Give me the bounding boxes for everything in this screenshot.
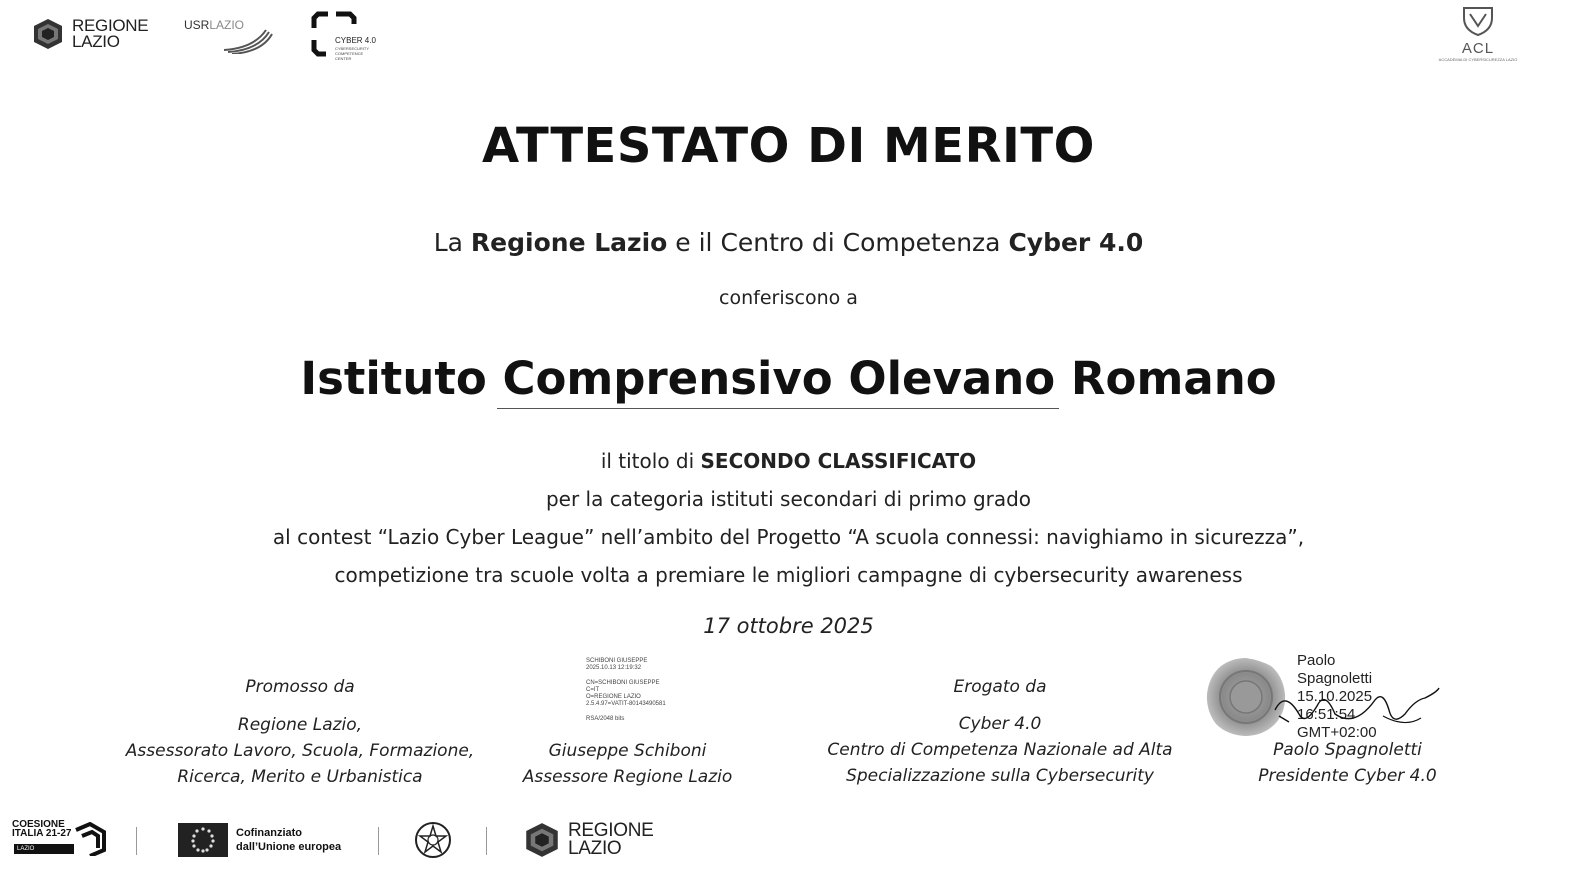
promoted-block [110, 674, 490, 790]
category-line: per la categoria istituti secondari di primo grado [545, 487, 1032, 511]
award-pre: il titolo di [600, 449, 701, 473]
digital-sig-line3: CN=SCHIBONI GIUSEPPE [586, 680, 660, 686]
description-line: competizione tra scuole volta a premiare le migliori campagne di cybersecurity awareness [334, 563, 1243, 587]
signer2-role: Presidente Cyber 4.0 [1258, 766, 1437, 786]
contest-line: al contest “Lazio Cyber League” nell’ambito del Progetto “A scuola connessi: navighiamo in sicurezza”, [272, 525, 1305, 549]
delivered-label: Erogato da [953, 677, 1047, 697]
digital-sig-line5: O=REGIONE LAZIO [586, 694, 641, 700]
usr-logo-text: USR [184, 18, 210, 32]
intro-org1: Regione Lazio [470, 228, 668, 257]
recipient-name: Istituto Comprensivo Olevano Romano [300, 352, 1277, 405]
digital-sig-line2: 2025.10.13 12:19:32 [586, 665, 642, 671]
acl-shield-icon [1461, 6, 1495, 36]
coesione-arrows-icon [74, 822, 110, 856]
acl-logo-sub: ACCADEMIA DI CYBERSICUREZZA LAZIO [1438, 57, 1518, 62]
delivered-line3: Specializzazione sulla Cybersecurity [846, 766, 1154, 786]
eu-cofinanced-logo [178, 822, 358, 858]
intro-pre: La [433, 228, 471, 257]
digital-sig-line4: C=IT [586, 687, 600, 693]
regione-footer-line2: LAZIO [568, 838, 622, 859]
regione-lazio-emblem-icon [524, 822, 560, 858]
intro-org2: Cyber 4.0 [1008, 228, 1144, 257]
digital-sig-line6: 2.5.4.97=VATIT-80143490581 [586, 701, 666, 707]
regione-lazio-logo [32, 16, 162, 52]
digital-sig-line7: RSA/2048 bits [586, 716, 625, 722]
cyber-logo-title: CYBER 4.0 [335, 36, 376, 45]
coesione-tag: LAZIO [14, 844, 74, 854]
stamp-line3: 15.10.2025 [1297, 688, 1373, 705]
promoted-label: Promosso da [245, 677, 355, 697]
intro-line [0, 228, 1577, 257]
usr-lazio-logo [184, 18, 274, 58]
signer1-block [500, 738, 755, 790]
signer2-block [1240, 737, 1455, 789]
usr-logo-suffix: LAZIO [209, 18, 245, 32]
usr-swoosh-icon [184, 24, 274, 54]
regione-lazio-footer-logo [524, 820, 664, 860]
acl-logo [1428, 6, 1528, 68]
eu-flag-icon [178, 823, 228, 857]
digital-sig-line1: SCHIBONI GIUSEPPE [586, 658, 648, 664]
footer-divider [378, 827, 379, 855]
stamp-line5: GMT+02:00 [1297, 724, 1377, 741]
stamp-line2: Spagnoletti [1297, 670, 1373, 687]
stamp-line1: Paolo [1297, 652, 1336, 669]
delivered-line1: Cyber 4.0 [958, 714, 1042, 734]
certificate-date: 17 ottobre 2025 [703, 614, 874, 638]
signer1-name: Giuseppe Schiboni [548, 741, 707, 761]
acl-logo-text: ACL [1461, 40, 1495, 57]
footer-divider [136, 827, 137, 855]
award-line [0, 449, 1577, 473]
confer-text: conferiscono a [719, 287, 858, 309]
delivered-block [800, 674, 1200, 789]
promoted-line1: Regione Lazio, [237, 715, 363, 735]
coesione-italia-logo [12, 820, 107, 860]
award-title: SECONDO CLASSIFICATO [700, 449, 977, 473]
regione-logo-line2: LAZIO [72, 32, 120, 51]
signer2-name: Paolo Spagnoletti [1273, 740, 1422, 760]
cyber40-logo [310, 10, 390, 68]
intro-mid: e il Centro di Competenza [667, 228, 1009, 257]
eu-line2: dall’Unione europea [236, 841, 342, 853]
coesione-line2: ITALIA 21-27 [12, 828, 72, 839]
coesione-line1: COESIONE [12, 819, 65, 830]
eu-line1: Cofinanziato [236, 827, 302, 839]
digital-signature-schiboni [586, 658, 666, 730]
footer-divider [486, 827, 487, 855]
regione-footer-line1: REGIONE [568, 820, 654, 841]
delivered-line2: Centro di Competenza Nazionale ad Alta [827, 740, 1173, 760]
signer1-role: Assessore Regione Lazio [522, 767, 733, 787]
handwritten-signature [1265, 670, 1445, 740]
cyber-logo-sub: CYBERSECURITY COMPETENCE CENTER [335, 46, 369, 61]
regione-lazio-emblem-icon [32, 18, 64, 50]
recipient-underline [497, 408, 1059, 409]
regione-logo-line1: REGIONE [72, 16, 149, 35]
stamp-line4: 16:51:54 [1297, 706, 1356, 723]
promoted-line3: Ricerca, Merito e Urbanistica [177, 767, 423, 787]
promoted-line2: Assessorato Lavoro, Scuola, Formazione, [125, 741, 475, 761]
certificate-title: ATTESTATO DI MERITO [482, 118, 1095, 174]
italian-republic-emblem-icon [413, 818, 453, 862]
